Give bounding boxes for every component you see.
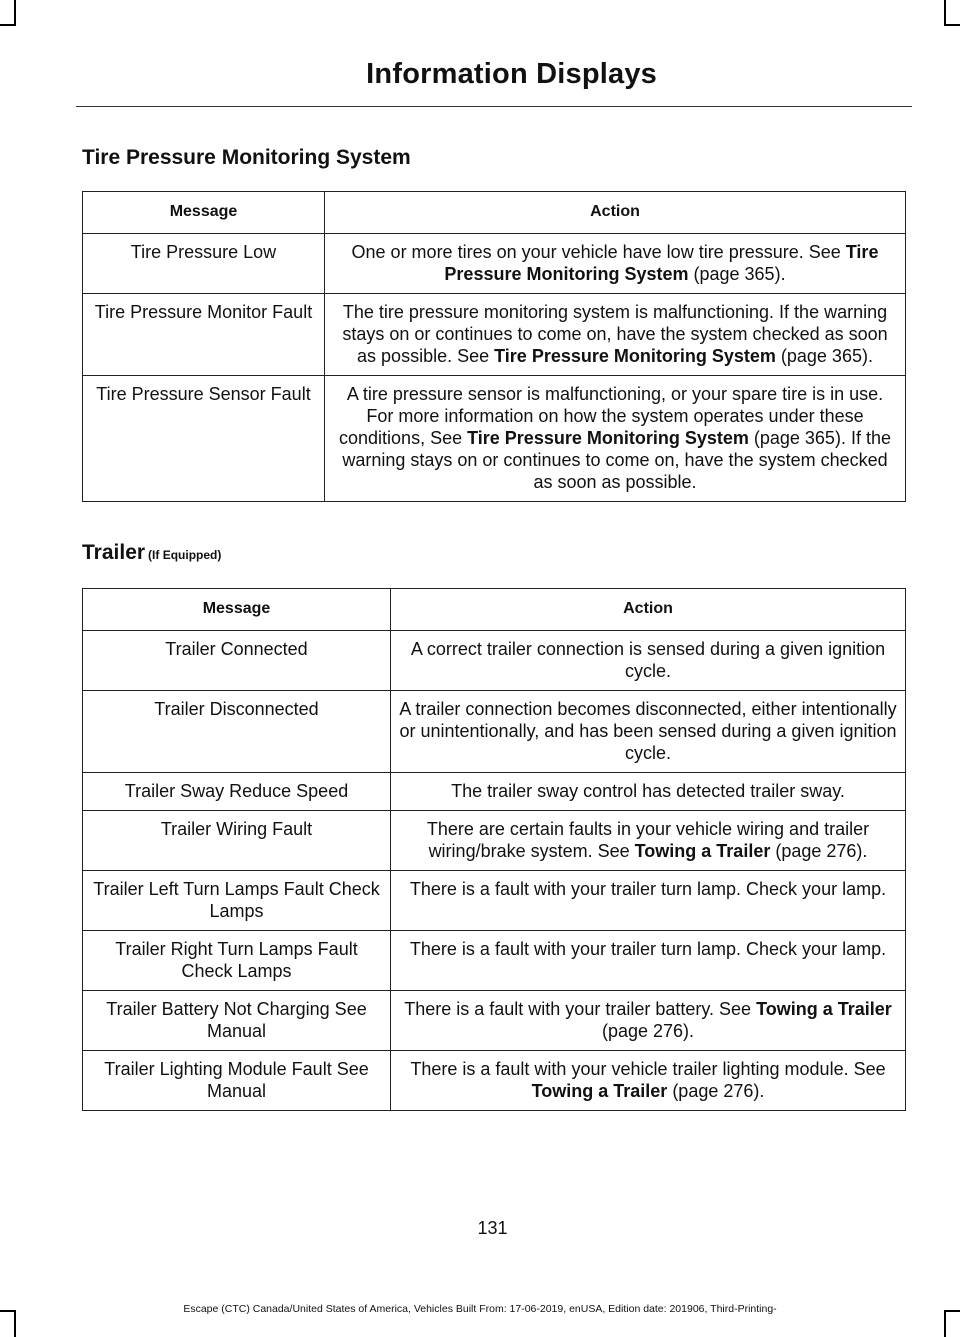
table-row bbox=[83, 376, 906, 502]
crop-mark bbox=[944, 24, 960, 26]
action-cell: A trailer connection becomes disconnected, either intentionally or unintentionally, and has been sensed during a given ignition cycle. bbox=[391, 691, 906, 773]
trailer-table bbox=[82, 588, 906, 1111]
table-row bbox=[83, 991, 906, 1051]
cross-reference-link[interactable]: Towing a Trailer bbox=[756, 999, 892, 1019]
section-title-tpms: Tire Pressure Monitoring System bbox=[82, 146, 411, 169]
cross-reference-link[interactable]: Towing a Trailer bbox=[634, 841, 771, 861]
crop-mark bbox=[944, 0, 946, 26]
table-row bbox=[83, 773, 906, 811]
action-cell bbox=[325, 294, 906, 376]
action-text: A tire pressure sensor is malfunctioning, or your spare tire is in use. For more information on how the system operates under these conditions, See bbox=[339, 384, 884, 448]
action-cell: There is a fault with your trailer turn lamp. Check your lamp. bbox=[391, 871, 906, 931]
chapter-title: Information Displays bbox=[366, 58, 657, 90]
action-cell: A correct trailer connection is sensed during a given ignition cycle. bbox=[391, 631, 906, 691]
action-cell bbox=[391, 811, 906, 871]
column-header-message: Message bbox=[83, 192, 325, 234]
message-cell: Trailer Battery Not Charging See Manual bbox=[83, 991, 391, 1051]
action-text-tail: (page 276). bbox=[601, 1021, 695, 1041]
tpms-table bbox=[82, 191, 906, 502]
action-text: One or more tires on your vehicle have low tire pressure. See bbox=[351, 242, 846, 262]
column-header-action: Action bbox=[391, 589, 906, 631]
action-text-tail: (page 276). bbox=[770, 841, 868, 861]
cross-reference-link[interactable]: Tire Pressure Monitoring System bbox=[444, 242, 879, 284]
action-text: There are certain faults in your vehicle wiring and trailer wiring/brake system. See bbox=[426, 819, 870, 861]
column-header-action: Action bbox=[325, 192, 906, 234]
cross-reference-link[interactable]: Tire Pressure Monitoring System bbox=[467, 428, 749, 448]
action-text: There is a fault with your trailer battery. See bbox=[404, 999, 757, 1019]
table-row bbox=[83, 1051, 906, 1111]
action-text-tail: (page 365). bbox=[775, 346, 873, 366]
table-header-row bbox=[83, 192, 906, 234]
action-text: The tire pressure monitoring system is malfunctioning. If the warning stays on or continues to come on, have the system checked as soon as possible. See bbox=[342, 302, 888, 366]
action-text-tail: (page 276). bbox=[667, 1081, 765, 1101]
cross-reference-link[interactable]: Towing a Trailer bbox=[531, 1081, 668, 1101]
table-row bbox=[83, 294, 906, 376]
action-cell bbox=[325, 234, 906, 294]
table-header-row bbox=[83, 589, 906, 631]
table-row bbox=[83, 691, 906, 773]
page-number: 131 bbox=[477, 1218, 508, 1238]
message-cell: Trailer Wiring Fault bbox=[83, 811, 391, 871]
column-header-message: Message bbox=[83, 589, 391, 631]
section-title-text: Trailer bbox=[82, 541, 146, 564]
action-text-tail: (page 365). If the warning stays on or continues to come on, have the system checked as soon as possible. bbox=[342, 428, 891, 492]
message-cell: Tire Pressure Sensor Fault bbox=[83, 376, 325, 502]
message-cell: Tire Pressure Low bbox=[83, 234, 325, 294]
message-cell: Trailer Connected bbox=[83, 631, 391, 691]
table-row bbox=[83, 931, 906, 991]
cross-reference-link[interactable]: Tire Pressure Monitoring System bbox=[494, 346, 776, 366]
action-cell bbox=[391, 1051, 906, 1111]
section-title-trailer bbox=[82, 541, 221, 565]
message-cell: Trailer Sway Reduce Speed bbox=[83, 773, 391, 811]
crop-mark bbox=[14, 0, 16, 26]
message-cell: Trailer Lighting Module Fault See Manual bbox=[83, 1051, 391, 1111]
action-cell: There is a fault with your trailer turn lamp. Check your lamp. bbox=[391, 931, 906, 991]
table-row bbox=[83, 871, 906, 931]
equipment-qualifier: (If Equipped) bbox=[148, 548, 222, 562]
crop-mark bbox=[0, 24, 16, 26]
action-cell bbox=[325, 376, 906, 502]
action-text: There is a fault with your vehicle trailer lighting module. See bbox=[410, 1059, 886, 1079]
message-cell: Trailer Left Turn Lamps Fault Check Lamps bbox=[83, 871, 391, 931]
table-row bbox=[83, 631, 906, 691]
action-cell bbox=[391, 991, 906, 1051]
message-cell: Trailer Right Turn Lamps Fault Check Lamps bbox=[83, 931, 391, 991]
action-text-tail: (page 365). bbox=[688, 264, 786, 284]
table-row bbox=[83, 234, 906, 294]
footer-edition-info: Escape (CTC) Canada/United States of America, Vehicles Built From: 17-06-2019, enUSA, Edition date: 201906, Third-Printing- bbox=[183, 1303, 777, 1315]
message-cell: Trailer Disconnected bbox=[83, 691, 391, 773]
header-rule bbox=[76, 106, 912, 107]
message-cell: Tire Pressure Monitor Fault bbox=[83, 294, 325, 376]
action-cell: The trailer sway control has detected trailer sway. bbox=[391, 773, 906, 811]
table-row bbox=[83, 811, 906, 871]
